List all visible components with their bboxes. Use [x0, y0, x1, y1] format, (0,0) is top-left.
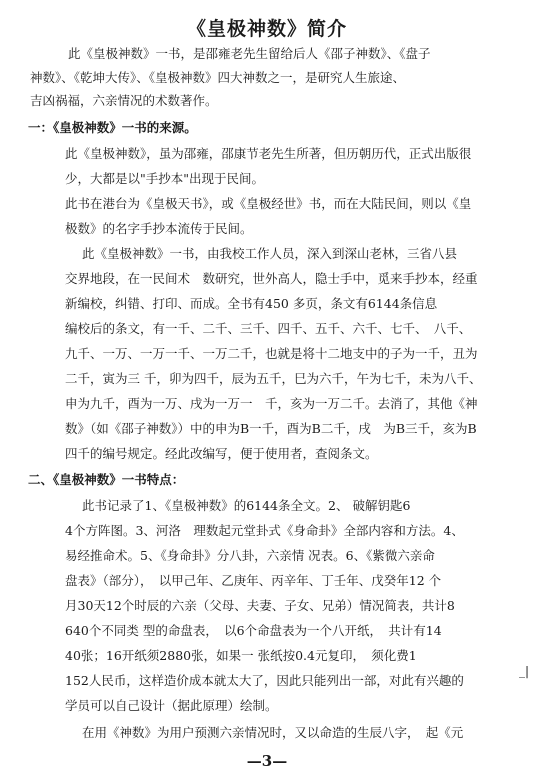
text-line: 九千、一万、一万一千、一万二千，也就是将十二地支中的子为一千，丑为	[65, 346, 478, 361]
text-line: 四千的编号规定。经此改编写，便于使用者，查阅条文。	[65, 446, 378, 461]
text-line: 编校后的条文，有一千、二千、三千、四千、五千、六千、七千、 八千、	[65, 321, 472, 336]
text-line: 少，大都是以"手抄本"出现于民间。	[65, 171, 264, 186]
text-line: 二千，寅为三 千，卯为四千，辰为五千，巳为六千，午为七千，未为八千、	[65, 371, 482, 386]
page-number: —3—	[246, 752, 288, 770]
section-heading: 二、《皇极神数》一书特点：	[28, 472, 185, 487]
page-title: 《皇极神数》简介	[186, 18, 347, 40]
text-line: 交界地段，在一民间术 数研究，世外高人，隐士手中，觅来手抄本，经重	[65, 271, 478, 286]
text-line: 此《皇极神数》一书，是邵雍老先生留给后人《邵子神数》、《盘子	[68, 46, 431, 61]
text-line: 数》（如《邵子神数》）中的申为B一千，酉为B二千，戌 为B三千，亥为B	[65, 421, 477, 436]
text-line: 申为九千，酉为一万、戌为一万一 千，亥为一万二千。去消了，其他《神	[65, 396, 478, 411]
text-line: 盘表》（部分）， 以甲己年、乙庚年、丙辛年、丁壬年、戊癸年12 个	[65, 573, 442, 588]
text-line: 152人民币，这样造价成本就太大了，因此只能列出一部，对此有兴趣的	[65, 673, 464, 688]
margin-mark: _|	[519, 664, 530, 678]
text-line: 吉凶祸福，六亲情况的术数著作。	[30, 93, 218, 108]
text-line: 此《皇极神数》，虽为邵雍，邵康节老先生所著，但历朝历代，正式出版很	[65, 146, 472, 161]
text-line: 易经推命术。5、《身命卦》分八卦，六亲情 况表。6、《紫微六亲命	[65, 548, 435, 563]
text-line: 月30天12个时辰的六亲（父母、夫妻、子女、兄弟）情况简表，共计8	[65, 598, 455, 613]
text-line: 640个不同类 型的命盘表， 以6个命盘表为一个八开纸， 共计有14	[65, 623, 442, 638]
section-heading: 一：《皇极神数》一书的来源。	[28, 120, 197, 135]
text-line: 极数》的名字手抄本流传于民间。	[65, 221, 253, 236]
text-line: 学员可以自己设计（据此原理）绘制。	[65, 698, 278, 713]
text-line: 在用《神数》为用户预测六亲情况时，又以命造的生辰八字， 起《元	[82, 725, 464, 740]
text-line: 神数》、《乾坤大传》、《皇极神数》四大神数之一，是研究人生旅途、	[30, 70, 406, 85]
text-line: 新编校，纠错、打印、而成。全书有450 多页，条文有6144条信息	[65, 296, 438, 311]
text-line: 40张；16开纸须2880张，如果一 张纸按0.4元复印， 须化费1	[65, 648, 417, 663]
text-line: 此书记录了1、《皇极神数》的6144条全文。2、 破解钥匙6	[82, 498, 411, 513]
text-line: 4个方阵图。3、河洛 理数起元堂卦式《身命卦》全部内容和方法。4、	[65, 523, 464, 538]
text-line: 此《皇极神数》一书，由我校工作人员，深入到深山老林，三省八县	[82, 246, 458, 261]
text-line: 此书在港台为《皇极天书》，或《皇极经世》书，而在大陆民间，则以《皇	[65, 196, 472, 211]
